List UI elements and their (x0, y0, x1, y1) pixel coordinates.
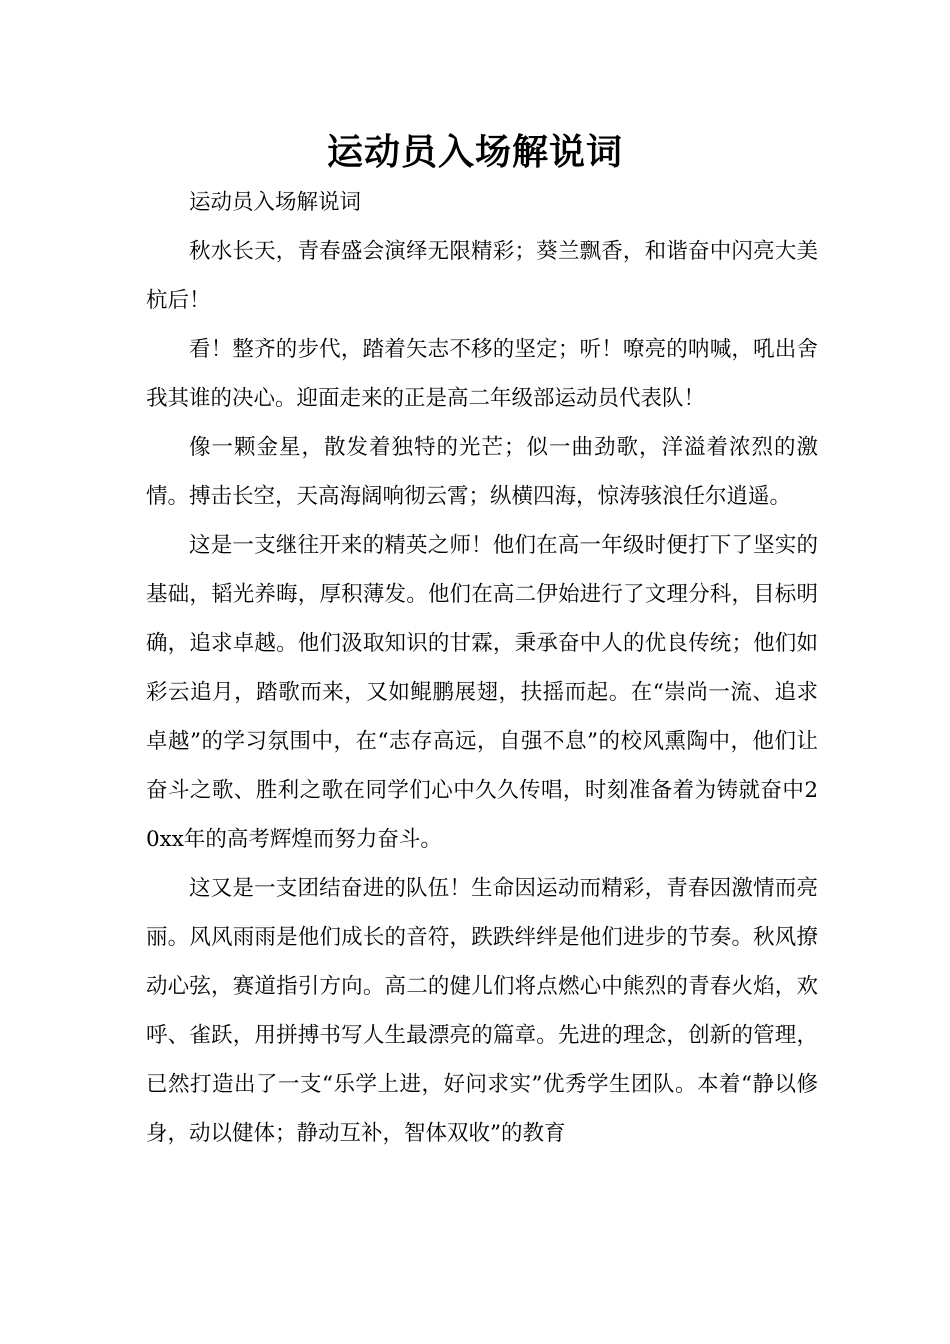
document-subtitle: 运动员入场解说词 (189, 190, 362, 215)
paragraph-5: 这又是一支团结奋进的队伍！生命因运动而精彩，青春因激情而亮丽。风风雨雨是他们成长的音符，跌跌绊绊是他们进步的节奏。秋风撩动心弦，赛道指引方向。高二的健儿们将点燃心中熊烈的青春火焰，欢呼、雀跃，用拼搏书写人生最漂亮的篇章。先进的理念，创新的管理，已然打造出了一支“乐学上进，好问求实”优秀学生团队。本着“静以修身，动以健体；静动互补，智体双收”的教育 (146, 876, 818, 1146)
paragraph-2: 看！整齐的步代，踏着矢志不移的坚定；听！嘹亮的呐喊，吼出舍我其谁的决心。迎面走来的正是高二年级部运动员代表队！ (146, 337, 818, 411)
document-title: 运动员入场解说词 (326, 132, 623, 173)
document-body (146, 178, 818, 1158)
paragraph-3: 像一颗金星，散发着独特的光芒；似一曲劲歌，洋溢着浓烈的激情。搏击长空，天高海阔响彻云霄；纵横四海，惊涛骇浪任尔逍遥。 (146, 435, 818, 509)
paragraph-4: 这是一支继往开来的精英之师！他们在高一年级时便打下了坚实的基础，韬光养晦，厚积薄发。他们在高二伊始进行了文理分科，目标明确，追求卓越。他们汲取知识的甘霖，秉承奋中人的优良传统；他们如彩云追月，踏歌而来，又如鲲鹏展翅，扶摇而起。在“崇尚一流、追求卓越”的学习氛围中，在“志存高远，自强不息”的校风熏陶中，他们让奋斗之歌、胜利之歌在同学们心中久久传唱，时刻准备着为铸就奋中20xx年的高考辉煌而努力奋斗。 (146, 533, 818, 852)
paragraph-1: 秋水长天，青春盛会演绎无限精彩；葵兰飘香，和谐奋中闪亮大美杭后！ (146, 239, 818, 313)
